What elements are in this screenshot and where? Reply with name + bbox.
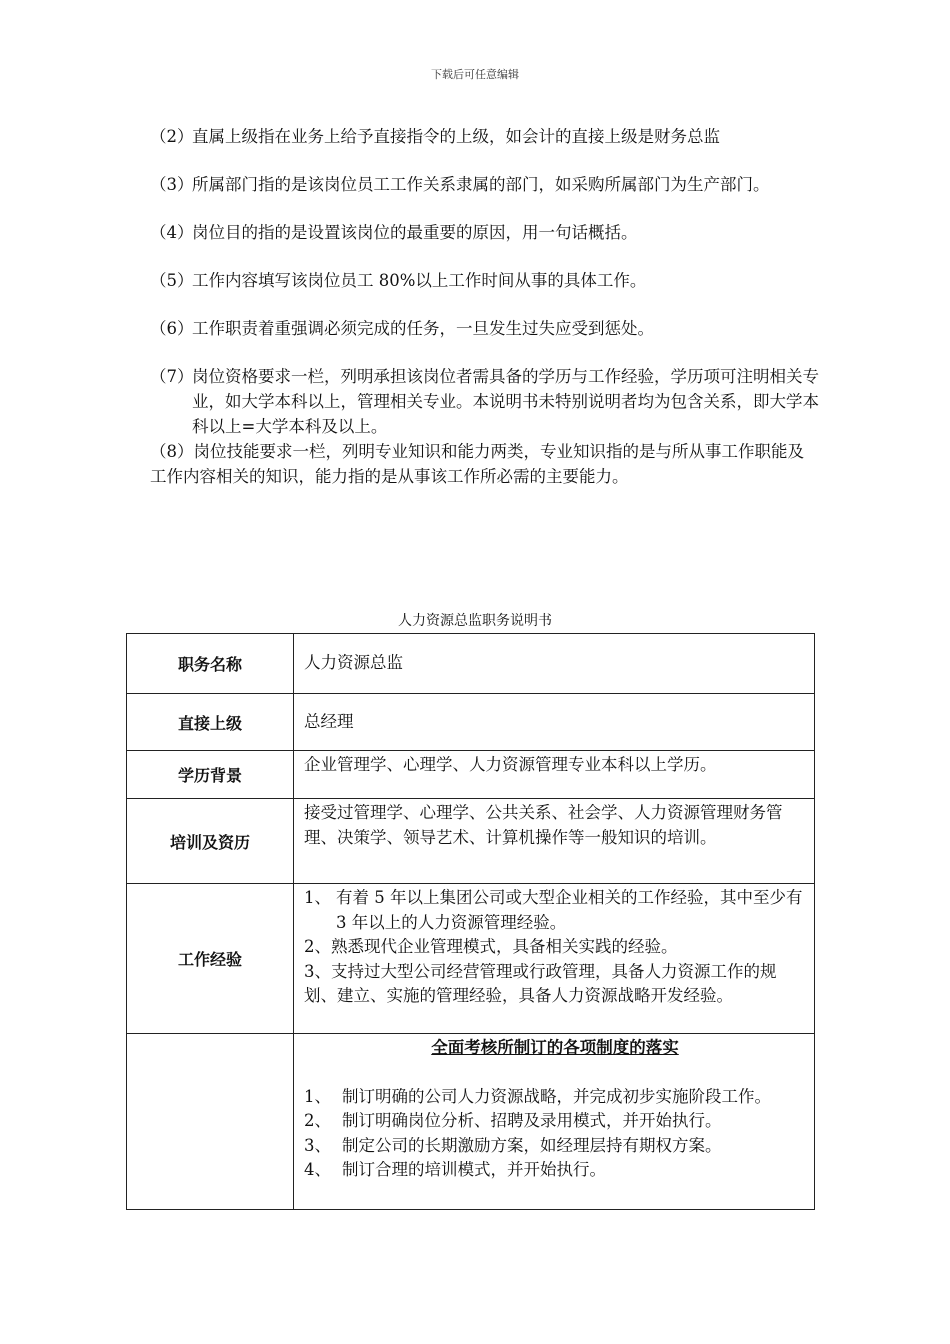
list-text: 制订明确岗位分析、招聘及录用模式，并开始执行。 [342, 1111, 722, 1130]
spacer [304, 1061, 806, 1085]
list-text: 制订明确的公司人力资源战略，并完成初步实施阶段工作。 [342, 1086, 771, 1106]
note-number: （8） [150, 442, 194, 461]
table-row [127, 694, 815, 751]
table-title: 人力资源总监职务说明书 [398, 613, 552, 629]
list-index: 2、 [304, 937, 331, 956]
list-item [304, 1109, 806, 1134]
job-description-table [126, 633, 815, 1210]
list-index: 3、 [304, 961, 331, 981]
table-row [127, 751, 815, 799]
list-item [304, 1134, 806, 1159]
experience-value [294, 884, 815, 1034]
responsibilities-heading: 全面考核所制订的各项制度的落实 [431, 1038, 679, 1057]
list-text: 制订合理的培训模式，并开始执行。 [342, 1160, 606, 1179]
row-label: 学历背景 [127, 751, 294, 799]
note-text: 岗位技能要求一栏，列明专业知识和能力两类，专业知识指的是与所从事工作职能及工作内容相关的知识，能力指的是从事该工作所必需的主要能力。 [150, 442, 804, 486]
training-value: 接受过管理学、心理学、公共关系、社会学、人力资源管理财务管理、决策学、领导艺术、计算机操作等一般知识的培训。 [294, 799, 815, 884]
table-row [127, 634, 815, 694]
list-item [304, 1158, 806, 1183]
list-text: 支持过大型公司经营管理或行政管理，具备人力资源工作的规划、建立、实施的管理经验，具备人力资源战略开发经验。 [304, 961, 777, 1005]
education-value: 企业管理学、心理学、人力资源管理专业本科以上学历。 [294, 751, 815, 799]
note-text: 所属部门指的是该岗位员工工作关系隶属的部门，如采购所属部门为生产部门。 [192, 175, 770, 194]
responsibilities-value [294, 1034, 815, 1210]
note-item [150, 172, 820, 197]
list-text: 有着 5 年以上集团公司或大型企业相关的工作经验，其中至少有 3 年以上的人力资源管理经验。 [336, 888, 803, 932]
note-item [150, 220, 820, 245]
table-row [127, 884, 815, 1034]
list-item [304, 886, 806, 935]
note-text: 直属上级指在业务上给予直接指令的上级，如会计的直接上级是财务总监 [192, 127, 720, 146]
note-item [150, 364, 820, 439]
list-index: 2、 [304, 1111, 331, 1130]
list-index: 1、 [304, 888, 331, 907]
note-number: （4） [150, 223, 194, 242]
note-number: （6） [150, 319, 194, 338]
note-number: （5） [150, 271, 194, 290]
note-item [150, 316, 820, 341]
note-item [150, 439, 820, 489]
superior-value: 总经理 [294, 694, 815, 751]
note-text: 岗位资格要求一栏，列明承担该岗位者需具备的学历与工作经验，学历项可注明相关专业，如大学本科以上，管理相关专业。本说明书未特别说明者均为包含关系，即大学本科以上=大学本科及以上。 [192, 367, 819, 436]
list-item [304, 935, 806, 960]
note-number: （3） [150, 175, 194, 194]
list-text: 制定公司的长期激励方案，如经理层持有期权方案。 [342, 1135, 722, 1155]
list-index: 3、 [304, 1135, 331, 1155]
position-value: 人力资源总监 [294, 634, 815, 694]
row-label [127, 1034, 294, 1210]
note-item [150, 124, 820, 149]
table-row [127, 1034, 815, 1210]
instruction-notes [150, 124, 820, 489]
note-number: （2） [150, 127, 194, 146]
list-index: 4、 [304, 1160, 331, 1179]
row-label: 直接上级 [127, 694, 294, 751]
row-label: 工作经验 [127, 884, 294, 1034]
note-text: 工作内容填写该岗位员工 80%以上工作时间从事的具体工作。 [192, 271, 647, 290]
table-row [127, 799, 815, 884]
row-label: 职务名称 [127, 634, 294, 694]
list-index: 1、 [304, 1086, 331, 1106]
note-number: （7） [150, 367, 194, 386]
list-item [304, 960, 806, 1009]
note-text: 工作职责着重强调必须完成的任务，一旦发生过失应受到惩处。 [192, 319, 654, 338]
note-item [150, 268, 820, 293]
list-text: 熟悉现代企业管理模式，具备相关实践的经验。 [331, 937, 678, 956]
note-text: 岗位目的指的是设置该岗位的最重要的原因，用一句话概括。 [192, 223, 638, 242]
list-item [304, 1085, 806, 1110]
page-header-note: 下载后可任意编辑 [431, 68, 519, 81]
row-label: 培训及资历 [127, 799, 294, 884]
